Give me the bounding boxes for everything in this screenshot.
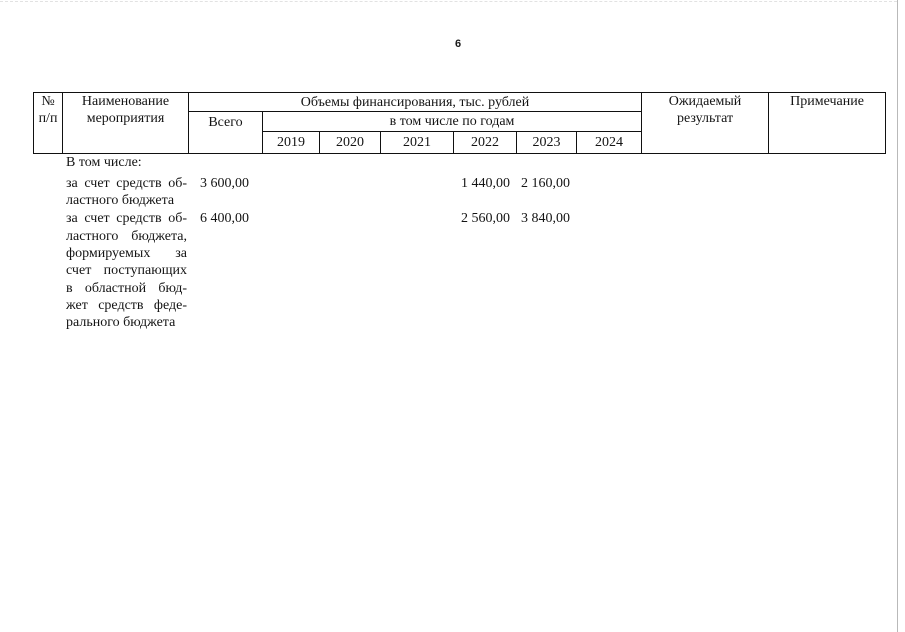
- row-1-name-line: ластного бюджета: [66, 192, 175, 208]
- header-cell-name: [63, 93, 189, 154]
- header-number-line-2: п/п: [38, 111, 58, 126]
- header-name-line-2: мероприятия: [86, 111, 165, 126]
- header-cell-year-2021: 2021: [381, 132, 454, 154]
- row-2-year-2022: 2 560,00: [461, 211, 510, 227]
- scan-edge-line: [897, 0, 898, 632]
- funding-table-header: [33, 92, 886, 154]
- row-2-name: [66, 210, 187, 331]
- header-name-line-1: Наименование: [81, 94, 170, 109]
- header-cell-year-2020: 2020: [320, 132, 381, 154]
- row-1-year-2023: 2 160,00: [521, 175, 570, 191]
- header-cell-year-2024: 2024: [577, 132, 642, 154]
- row-2-year-2023: 3 840,00: [521, 211, 570, 227]
- header-result-line-2: результат: [676, 111, 734, 126]
- page-number: 6: [454, 38, 462, 50]
- row-1-name-line: за счет средств об-: [66, 175, 187, 191]
- row-1-name: [66, 175, 187, 209]
- row-2-name-line: в областной бюд-: [66, 280, 187, 296]
- header-cell-year-2022: 2022: [454, 132, 517, 154]
- row-2-total: 6 400,00: [200, 211, 249, 227]
- row-2-name-line: рального бюджета: [66, 315, 176, 331]
- row-1-total: 3 600,00: [200, 175, 249, 191]
- row-2-name-line: жет средств феде-: [66, 297, 187, 313]
- header-result-line-1: Ожидаемый: [668, 94, 742, 109]
- header-cell-note: Примечание: [769, 93, 886, 154]
- header-cell-result: [642, 93, 769, 154]
- row-2-name-line: за счет средств об-: [66, 211, 187, 227]
- header-number-line-1: №: [41, 94, 55, 109]
- header-cell-year-2019: 2019: [263, 132, 320, 154]
- subheading-including: В том числе:: [66, 154, 142, 170]
- header-cell-number: [34, 93, 63, 154]
- row-2-name-line: формируемых за: [66, 245, 187, 261]
- row-2-name-line: счет поступающих: [66, 263, 187, 279]
- header-cell-funding: Объемы финансирования, тыс. рублей: [189, 93, 642, 112]
- row-2-name-line: ластного бюджета,: [66, 228, 187, 244]
- row-1-year-2022: 1 440,00: [461, 175, 510, 191]
- scan-top-artifact: [0, 1, 897, 2]
- header-row-1: [34, 93, 886, 112]
- header-cell-total: Всего: [189, 112, 263, 154]
- header-cell-by-years: в том числе по годам: [263, 112, 642, 132]
- header-cell-year-2023: 2023: [517, 132, 577, 154]
